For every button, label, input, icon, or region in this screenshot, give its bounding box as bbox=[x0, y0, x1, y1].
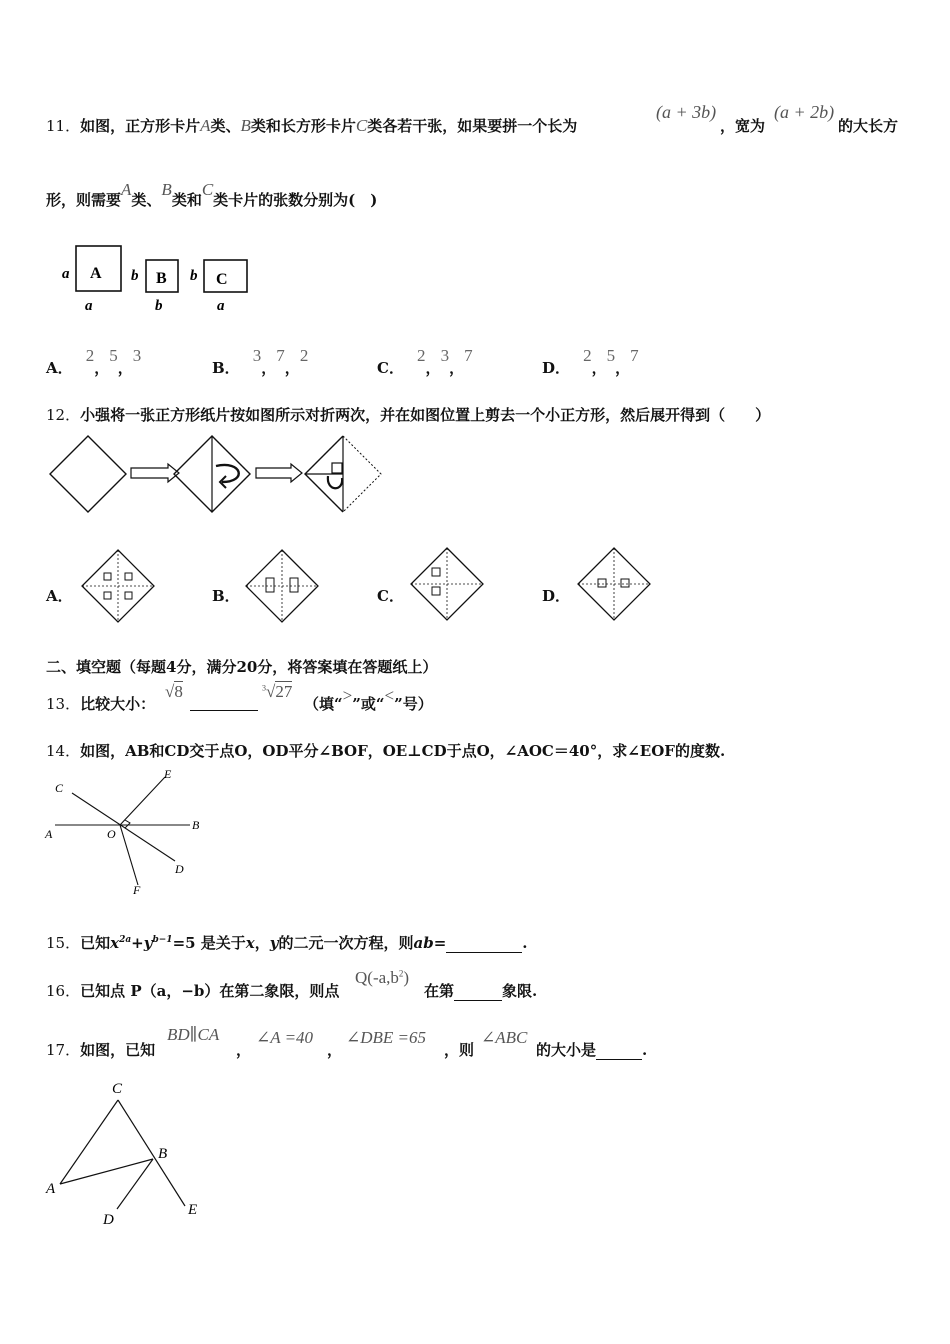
fold-curl-icon bbox=[328, 476, 342, 488]
section-2-heading: 二、填空题（每题4分，满分20分，将答案填在答题纸上） bbox=[46, 658, 438, 676]
paper-square bbox=[50, 436, 126, 512]
q16-line2: 在第 象限. bbox=[424, 982, 538, 1000]
q11-line2: 形，则需要A类、B类和C类卡片的张数分别为( ) bbox=[46, 180, 378, 209]
svg-text:B: B bbox=[158, 1146, 168, 1162]
svg-text:E: E bbox=[164, 767, 172, 781]
q12-option-c-label[interactable]: C． bbox=[377, 587, 404, 605]
q12-option-b-figure[interactable] bbox=[244, 548, 320, 624]
q17-cond-angle-a: ∠A =40 bbox=[256, 1028, 314, 1047]
segment-ce bbox=[118, 1100, 185, 1206]
svg-text:A: A bbox=[45, 827, 53, 841]
q17-cond-angle-dbe: ∠DBE =65 bbox=[346, 1028, 427, 1047]
ray-oe bbox=[120, 777, 165, 825]
q17-angle-abc: ∠ABC bbox=[481, 1028, 528, 1047]
q12-option-a-figure[interactable] bbox=[80, 548, 156, 624]
segment-bd bbox=[117, 1159, 153, 1209]
card-a-label: A bbox=[90, 265, 102, 282]
q12-option-b-label[interactable]: B． bbox=[212, 587, 240, 605]
svg-text:O: O bbox=[107, 827, 116, 841]
q11-line1b: ，宽为 bbox=[720, 117, 766, 135]
q11-option-c[interactable]: C． 2，3，7 bbox=[377, 346, 473, 377]
q16-answer-blank[interactable] bbox=[454, 984, 502, 1001]
q17-line1-end: 的大小是 . bbox=[536, 1041, 648, 1059]
q12-option-c-figure[interactable] bbox=[409, 546, 485, 622]
ray-of bbox=[120, 825, 138, 885]
card-b-label: B bbox=[156, 270, 167, 287]
q15-line: 15．已知$x^{2a}+y^{b-1}=5$ 是关于x，y的二元一次方程，则ab= . bbox=[46, 934, 528, 952]
q16-line1: 16．已知点 P（a，−b）在第二象限，则点 bbox=[46, 982, 340, 1000]
q13-sqrt8: √8 bbox=[165, 682, 183, 701]
q16-point-q: $Q(-a,b^2)$ bbox=[355, 968, 410, 987]
cut-square bbox=[332, 463, 342, 473]
card-c-label: C bbox=[216, 271, 228, 288]
q11-line1: 11．如图，正方形卡片A类、B类和长方形卡片C类各若干张，如果要拼一个长为 bbox=[46, 116, 578, 135]
arrow-right-icon bbox=[256, 464, 302, 482]
svg-text:D: D bbox=[103, 1212, 114, 1228]
q14-figure bbox=[40, 765, 220, 900]
q12-option-a-label[interactable]: A． bbox=[46, 587, 73, 605]
arrow-right-icon bbox=[131, 464, 179, 482]
card-a-side-label: a bbox=[62, 266, 70, 282]
line-cd bbox=[72, 793, 175, 861]
svg-text:D: D bbox=[175, 862, 184, 876]
fold-curl-icon bbox=[216, 465, 239, 482]
svg-text:A: A bbox=[46, 1181, 56, 1197]
q17-cond-parallel: BD∥CA bbox=[167, 1025, 220, 1044]
q12-option-d-label[interactable]: D． bbox=[542, 587, 571, 605]
card-a-bottom-label: a bbox=[85, 298, 93, 314]
q11-line1c: 的大长方 bbox=[838, 117, 899, 135]
q13-line: 13．比较大小： bbox=[46, 695, 156, 713]
q15-answer-blank[interactable] bbox=[446, 936, 522, 953]
q11-option-b[interactable]: B． 3，7，2 bbox=[212, 346, 309, 377]
q12-stem: 12．小强将一张正方形纸片按如图所示对折两次，并在如图位置上剪去一个小正方形，然后展开得到（ ） bbox=[46, 406, 771, 424]
q13-answer-blank[interactable] bbox=[190, 692, 258, 711]
q13-instructions: （填“>”或“<”号） bbox=[304, 686, 433, 713]
q12-option-d-figure[interactable] bbox=[576, 546, 652, 622]
q17-line1: 17．如图，已知 bbox=[46, 1041, 156, 1059]
q11-cards-figure bbox=[50, 238, 260, 318]
card-b-bottom-label: b bbox=[155, 298, 163, 314]
svg-text:C: C bbox=[112, 1081, 123, 1097]
svg-text:B: B bbox=[192, 818, 200, 832]
card-c-bottom-label: a bbox=[217, 298, 225, 314]
segment-ca bbox=[60, 1100, 118, 1184]
q17-answer-blank[interactable] bbox=[596, 1043, 642, 1060]
right-angle-mark bbox=[125, 820, 130, 828]
q11-length-expr: (a + 3b) bbox=[656, 102, 717, 122]
q11-option-a[interactable]: A． 2，5，3 bbox=[46, 346, 142, 377]
q14-stem: 14．如图，AB和CD交于点O，OD平分∠BOF，OE⊥CD于点O，∠AOC＝40°，求∠EOF的度数. bbox=[46, 742, 726, 760]
q12-folding-figure bbox=[46, 430, 391, 520]
card-b-side-label: b bbox=[131, 268, 139, 284]
svg-text:F: F bbox=[133, 883, 141, 897]
q17-figure bbox=[40, 1074, 215, 1229]
svg-text:E: E bbox=[188, 1202, 198, 1218]
card-c-side-label: b bbox=[190, 268, 198, 284]
q11-width-expr: (a + 2b) bbox=[774, 102, 835, 122]
q11-option-d[interactable]: D． 2，5，7 bbox=[542, 346, 639, 377]
svg-text:C: C bbox=[55, 781, 64, 795]
q13-cbrt27: $^3$√27 bbox=[262, 682, 293, 701]
